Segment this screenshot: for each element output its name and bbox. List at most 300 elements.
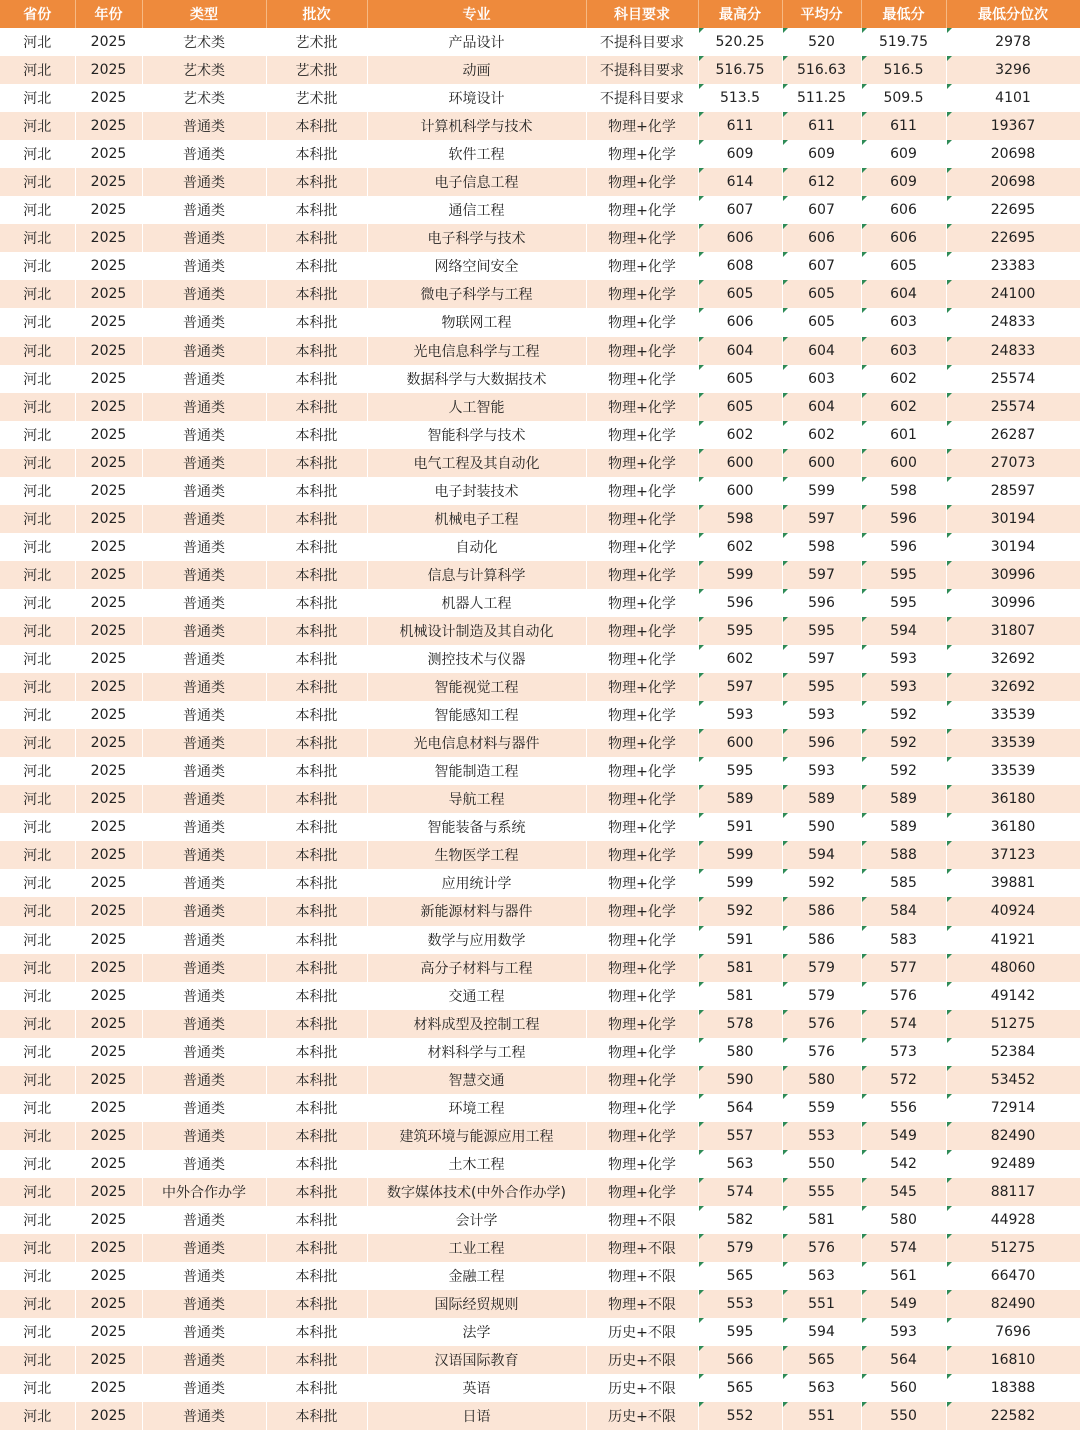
cell-avg-score: 593 [782,757,861,785]
column-header-year: 年份 [75,0,142,28]
cell-batch: 本科批 [266,982,367,1010]
cell-batch: 本科批 [266,954,367,982]
cell-min-rank: 88117 [946,1178,1080,1206]
cell-max-score: 597 [698,673,782,701]
cell-min-score: 509.5 [861,84,946,112]
cell-max-score: 591 [698,926,782,954]
cell-province: 河北 [0,617,75,645]
cell-type: 普通类 [142,561,266,589]
cell-batch: 本科批 [266,449,367,477]
cell-avg-score: 579 [782,982,861,1010]
cell-max-score: 602 [698,645,782,673]
cell-max-score: 599 [698,869,782,897]
cell-province: 河北 [0,841,75,869]
cell-min-rank: 28597 [946,477,1080,505]
table-row [0,1066,1080,1094]
cell-avg-score: 563 [782,1262,861,1290]
cell-max-score: 606 [698,308,782,336]
cell-max-score: 595 [698,617,782,645]
cell-min-score: 596 [861,533,946,561]
cell-subject-requirement: 物理+化学 [586,561,698,589]
cell-min-rank: 36180 [946,785,1080,813]
cell-year: 2025 [75,449,142,477]
cell-subject-requirement: 物理+化学 [586,1094,698,1122]
table-row [0,1150,1080,1178]
cell-major: 机器人工程 [367,589,586,617]
table-row [0,365,1080,393]
cell-min-rank: 30194 [946,533,1080,561]
cell-type: 普通类 [142,1318,266,1346]
cell-min-rank: 25574 [946,393,1080,421]
cell-subject-requirement: 物理+化学 [586,757,698,785]
cell-min-score: 593 [861,1318,946,1346]
cell-min-score: 593 [861,673,946,701]
cell-province: 河北 [0,1150,75,1178]
cell-subject-requirement: 历史+不限 [586,1346,698,1374]
cell-max-score: 605 [698,365,782,393]
cell-avg-score: 516.63 [782,56,861,84]
cell-type: 普通类 [142,757,266,785]
cell-type: 普通类 [142,1122,266,1150]
cell-major: 新能源材料与器件 [367,897,586,925]
cell-min-rank: 33539 [946,729,1080,757]
cell-province: 河北 [0,224,75,252]
cell-max-score: 599 [698,561,782,589]
cell-min-rank: 82490 [946,1290,1080,1318]
cell-min-score: 606 [861,196,946,224]
cell-province: 河北 [0,421,75,449]
cell-year: 2025 [75,308,142,336]
cell-batch: 本科批 [266,1178,367,1206]
cell-province: 河北 [0,1234,75,1262]
cell-min-score: 589 [861,785,946,813]
cell-major: 通信工程 [367,196,586,224]
column-header-province: 省份 [0,0,75,28]
cell-max-score: 581 [698,954,782,982]
cell-year: 2025 [75,954,142,982]
table-row [0,841,1080,869]
cell-major: 电子封装技术 [367,477,586,505]
cell-batch: 本科批 [266,897,367,925]
cell-min-rank: 72914 [946,1094,1080,1122]
column-header-avg-score: 平均分 [782,0,861,28]
cell-type: 普通类 [142,729,266,757]
cell-major: 工业工程 [367,1234,586,1262]
cell-avg-score: 605 [782,308,861,336]
cell-min-score: 574 [861,1234,946,1262]
cell-batch: 本科批 [266,673,367,701]
cell-province: 河北 [0,785,75,813]
cell-province: 河北 [0,982,75,1010]
cell-batch: 本科批 [266,337,367,365]
cell-avg-score: 603 [782,365,861,393]
cell-avg-score: 606 [782,224,861,252]
table-row [0,1402,1080,1430]
cell-year: 2025 [75,84,142,112]
cell-avg-score: 592 [782,869,861,897]
cell-max-score: 516.75 [698,56,782,84]
cell-min-rank: 25574 [946,365,1080,393]
cell-batch: 本科批 [266,869,367,897]
cell-subject-requirement: 物理+化学 [586,841,698,869]
cell-avg-score: 579 [782,954,861,982]
cell-avg-score: 595 [782,673,861,701]
cell-year: 2025 [75,28,142,56]
cell-min-score: 603 [861,337,946,365]
table-row [0,954,1080,982]
table-row [0,477,1080,505]
table-row [0,112,1080,140]
cell-subject-requirement: 物理+化学 [586,982,698,1010]
cell-subject-requirement: 历史+不限 [586,1402,698,1430]
cell-batch: 本科批 [266,168,367,196]
column-header-min-rank: 最低分位次 [946,0,1080,28]
cell-max-score: 600 [698,449,782,477]
cell-max-score: 602 [698,421,782,449]
table-row [0,757,1080,785]
cell-avg-score: 596 [782,589,861,617]
cell-batch: 本科批 [266,140,367,168]
cell-type: 艺术类 [142,56,266,84]
table-row [0,1094,1080,1122]
cell-subject-requirement: 物理+化学 [586,365,698,393]
cell-province: 河北 [0,701,75,729]
cell-province: 河北 [0,1038,75,1066]
cell-subject-requirement: 物理+不限 [586,1206,698,1234]
cell-avg-score: 580 [782,1066,861,1094]
cell-type: 普通类 [142,393,266,421]
cell-subject-requirement: 物理+化学 [586,477,698,505]
cell-max-score: 605 [698,393,782,421]
table-row [0,252,1080,280]
cell-avg-score: 593 [782,701,861,729]
cell-min-score: 593 [861,645,946,673]
cell-batch: 本科批 [266,1010,367,1038]
cell-min-rank: 16810 [946,1346,1080,1374]
cell-year: 2025 [75,477,142,505]
table-row [0,1290,1080,1318]
table-row [0,140,1080,168]
cell-min-score: 592 [861,701,946,729]
cell-year: 2025 [75,1178,142,1206]
cell-major: 网络空间安全 [367,252,586,280]
cell-year: 2025 [75,1038,142,1066]
cell-type: 普通类 [142,589,266,617]
cell-max-score: 604 [698,337,782,365]
cell-type: 普通类 [142,224,266,252]
cell-batch: 本科批 [266,813,367,841]
cell-year: 2025 [75,813,142,841]
cell-batch: 本科批 [266,112,367,140]
cell-year: 2025 [75,505,142,533]
cell-subject-requirement: 物理+化学 [586,1010,698,1038]
cell-max-score: 552 [698,1402,782,1430]
cell-min-score: 611 [861,112,946,140]
cell-year: 2025 [75,337,142,365]
cell-type: 普通类 [142,196,266,224]
table-row [0,224,1080,252]
cell-min-rank: 37123 [946,841,1080,869]
cell-batch: 本科批 [266,701,367,729]
cell-province: 河北 [0,449,75,477]
cell-min-score: 603 [861,308,946,336]
cell-max-score: 565 [698,1262,782,1290]
cell-major: 机械设计制造及其自动化 [367,617,586,645]
cell-batch: 本科批 [266,1206,367,1234]
cell-major: 建筑环境与能源应用工程 [367,1122,586,1150]
cell-major: 金融工程 [367,1262,586,1290]
cell-type: 普通类 [142,869,266,897]
cell-min-score: 564 [861,1346,946,1374]
cell-avg-score: 551 [782,1402,861,1430]
cell-year: 2025 [75,252,142,280]
cell-subject-requirement: 物理+化学 [586,645,698,673]
table-row [0,813,1080,841]
cell-avg-score: 586 [782,897,861,925]
cell-min-rank: 26287 [946,421,1080,449]
cell-batch: 本科批 [266,1094,367,1122]
cell-batch: 本科批 [266,1290,367,1318]
cell-min-rank: 48060 [946,954,1080,982]
cell-year: 2025 [75,421,142,449]
column-header-subject-requirement: 科目要求 [586,0,698,28]
cell-max-score: 591 [698,813,782,841]
cell-min-score: 592 [861,729,946,757]
cell-min-score: 583 [861,926,946,954]
cell-min-rank: 40924 [946,897,1080,925]
cell-subject-requirement: 不提科目要求 [586,56,698,84]
cell-avg-score: 607 [782,252,861,280]
table-row [0,561,1080,589]
cell-province: 河北 [0,505,75,533]
cell-min-score: 519.75 [861,28,946,56]
cell-batch: 本科批 [266,1038,367,1066]
cell-max-score: 605 [698,280,782,308]
cell-batch: 本科批 [266,1262,367,1290]
table-row [0,701,1080,729]
cell-type: 普通类 [142,337,266,365]
cell-province: 河北 [0,954,75,982]
table-row [0,897,1080,925]
cell-min-score: 604 [861,280,946,308]
cell-batch: 本科批 [266,1122,367,1150]
cell-min-rank: 19367 [946,112,1080,140]
table-header-row [0,0,1080,28]
cell-max-score: 596 [698,589,782,617]
table-row [0,168,1080,196]
cell-max-score: 608 [698,252,782,280]
cell-major: 计算机科学与技术 [367,112,586,140]
cell-min-score: 594 [861,617,946,645]
cell-avg-score: 550 [782,1150,861,1178]
cell-avg-score: 565 [782,1346,861,1374]
cell-year: 2025 [75,1346,142,1374]
cell-year: 2025 [75,617,142,645]
cell-min-rank: 22582 [946,1402,1080,1430]
cell-batch: 本科批 [266,252,367,280]
cell-batch: 艺术批 [266,28,367,56]
cell-major: 智能科学与技术 [367,421,586,449]
cell-subject-requirement: 物理+化学 [586,785,698,813]
cell-avg-score: 553 [782,1122,861,1150]
cell-major: 英语 [367,1374,586,1402]
cell-type: 普通类 [142,1402,266,1430]
cell-subject-requirement: 物理+化学 [586,1038,698,1066]
cell-min-score: 601 [861,421,946,449]
cell-major: 材料科学与工程 [367,1038,586,1066]
cell-year: 2025 [75,982,142,1010]
cell-year: 2025 [75,1094,142,1122]
table-row [0,729,1080,757]
cell-major: 智能感知工程 [367,701,586,729]
cell-max-score: 595 [698,757,782,785]
table-row [0,56,1080,84]
cell-province: 河北 [0,1346,75,1374]
cell-type: 普通类 [142,701,266,729]
cell-type: 普通类 [142,140,266,168]
cell-major: 动画 [367,56,586,84]
cell-max-score: 609 [698,140,782,168]
cell-subject-requirement: 不提科目要求 [586,28,698,56]
cell-batch: 本科批 [266,365,367,393]
cell-min-rank: 20698 [946,140,1080,168]
cell-type: 普通类 [142,477,266,505]
cell-batch: 本科批 [266,645,367,673]
cell-min-score: 549 [861,1290,946,1318]
cell-type: 普通类 [142,1206,266,1234]
cell-batch: 本科批 [266,196,367,224]
cell-year: 2025 [75,1122,142,1150]
cell-avg-score: 594 [782,841,861,869]
cell-min-rank: 33539 [946,701,1080,729]
cell-type: 普通类 [142,954,266,982]
cell-subject-requirement: 物理+化学 [586,813,698,841]
cell-batch: 本科批 [266,224,367,252]
cell-min-rank: 27073 [946,449,1080,477]
cell-batch: 本科批 [266,1234,367,1262]
cell-year: 2025 [75,140,142,168]
cell-batch: 本科批 [266,1318,367,1346]
cell-min-score: 574 [861,1010,946,1038]
cell-min-rank: 41921 [946,926,1080,954]
cell-province: 河北 [0,1374,75,1402]
cell-min-rank: 66470 [946,1262,1080,1290]
cell-avg-score: 520 [782,28,861,56]
cell-year: 2025 [75,561,142,589]
cell-avg-score: 559 [782,1094,861,1122]
cell-province: 河北 [0,280,75,308]
cell-year: 2025 [75,533,142,561]
cell-min-score: 602 [861,365,946,393]
cell-avg-score: 595 [782,617,861,645]
cell-max-score: 611 [698,112,782,140]
cell-subject-requirement: 物理+化学 [586,224,698,252]
cell-batch: 本科批 [266,308,367,336]
table-row [0,1234,1080,1262]
cell-type: 普通类 [142,365,266,393]
cell-province: 河北 [0,196,75,224]
table-row [0,28,1080,56]
cell-min-rank: 39881 [946,869,1080,897]
cell-year: 2025 [75,841,142,869]
cell-min-rank: 52384 [946,1038,1080,1066]
cell-avg-score: 612 [782,168,861,196]
cell-major: 智能制造工程 [367,757,586,785]
cell-type: 艺术类 [142,84,266,112]
cell-min-rank: 23383 [946,252,1080,280]
cell-year: 2025 [75,365,142,393]
table-row [0,533,1080,561]
cell-min-score: 606 [861,224,946,252]
cell-province: 河北 [0,477,75,505]
cell-subject-requirement: 物理+化学 [586,1122,698,1150]
cell-batch: 本科批 [266,1066,367,1094]
cell-type: 普通类 [142,280,266,308]
cell-year: 2025 [75,1066,142,1094]
cell-min-rank: 18388 [946,1374,1080,1402]
cell-subject-requirement: 物理+化学 [586,421,698,449]
cell-province: 河北 [0,337,75,365]
cell-type: 普通类 [142,673,266,701]
cell-type: 普通类 [142,617,266,645]
cell-batch: 本科批 [266,589,367,617]
table-row [0,1262,1080,1290]
cell-avg-score: 576 [782,1038,861,1066]
cell-province: 河北 [0,56,75,84]
cell-year: 2025 [75,168,142,196]
table-row [0,1038,1080,1066]
cell-avg-score: 600 [782,449,861,477]
cell-subject-requirement: 物理+化学 [586,393,698,421]
cell-max-score: 582 [698,1206,782,1234]
cell-subject-requirement: 物理+化学 [586,729,698,757]
cell-min-score: 609 [861,168,946,196]
cell-subject-requirement: 物理+化学 [586,280,698,308]
table-row [0,449,1080,477]
table-row [0,1374,1080,1402]
cell-major: 机械电子工程 [367,505,586,533]
cell-type: 普通类 [142,1262,266,1290]
cell-max-score: 592 [698,897,782,925]
table-row [0,337,1080,365]
cell-major: 人工智能 [367,393,586,421]
cell-avg-score: 555 [782,1178,861,1206]
cell-max-score: 574 [698,1178,782,1206]
table-row [0,196,1080,224]
cell-min-rank: 36180 [946,813,1080,841]
cell-avg-score: 604 [782,393,861,421]
cell-min-score: 584 [861,897,946,925]
cell-year: 2025 [75,645,142,673]
cell-major: 智能视觉工程 [367,673,586,701]
cell-min-score: 542 [861,1150,946,1178]
cell-major: 光电信息材料与器件 [367,729,586,757]
cell-subject-requirement: 物理+化学 [586,196,698,224]
cell-min-rank: 3296 [946,56,1080,84]
cell-min-rank: 20698 [946,168,1080,196]
cell-major: 数字媒体技术(中外合作办学) [367,1178,586,1206]
cell-major: 高分子材料与工程 [367,954,586,982]
cell-type: 普通类 [142,308,266,336]
cell-major: 生物医学工程 [367,841,586,869]
cell-province: 河北 [0,1206,75,1234]
cell-subject-requirement: 物理+化学 [586,869,698,897]
cell-subject-requirement: 物理+化学 [586,112,698,140]
cell-year: 2025 [75,785,142,813]
cell-type: 普通类 [142,1150,266,1178]
cell-avg-score: 598 [782,533,861,561]
cell-province: 河北 [0,926,75,954]
